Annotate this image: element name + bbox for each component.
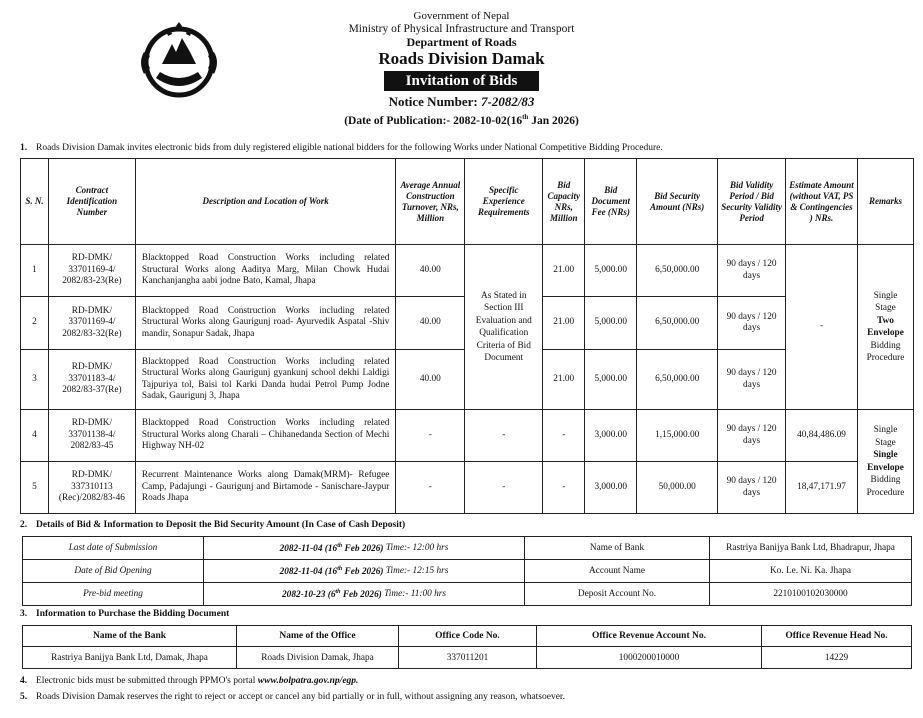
row-contract-id: RD-DMK/ 33701169-4/ 2082/83-32(Re) bbox=[48, 297, 135, 350]
purchase-revenue-head: 14229 bbox=[762, 647, 912, 669]
government-name: Government of Nepal bbox=[413, 10, 510, 22]
row-validity: 90 days / 120 days bbox=[718, 245, 786, 297]
col-security: Bid Security Amount (NRs) bbox=[637, 159, 718, 245]
row-sn: 1 bbox=[21, 245, 49, 297]
purchase-table bbox=[22, 625, 912, 669]
col-office: Name of the Office bbox=[237, 626, 399, 647]
row-doc-fee: 3,000.00 bbox=[585, 410, 637, 462]
section-3-title: 3. Information to Purchase the Bidding Document bbox=[20, 609, 230, 619]
notice-number: Notice Number: 7-2082/83 bbox=[388, 94, 535, 109]
col-remarks: Remarks bbox=[857, 159, 913, 245]
row-security: 6,50,000.00 bbox=[637, 245, 718, 297]
section-4-portal: 4. Electronic bids must be submitted through PPMO's portal www.bolpatra.gov.np/egp. bbox=[20, 676, 359, 686]
table-row bbox=[21, 245, 914, 297]
detail-label: Last date of Submission bbox=[23, 537, 204, 560]
bank-key: Account Name bbox=[525, 560, 710, 583]
section-1-intro: 1. Roads Division Damak invites electronic bids from duly registered eligible national bidders for the following Works under National Competitive Bidding Procedure. bbox=[20, 143, 663, 153]
row-validity: 90 days / 120 days bbox=[718, 350, 786, 410]
row-turnover: - bbox=[396, 410, 465, 462]
row-bid-capacity: - bbox=[543, 462, 585, 514]
table-row bbox=[23, 537, 912, 560]
col-sn: S. N. bbox=[21, 159, 49, 245]
remarks-single-envelope: Single Stage Single Envelope Bidding Procedure bbox=[857, 410, 913, 514]
bank-value: Ko. Le. Ni. Ka. Jhapa bbox=[710, 560, 912, 583]
purchase-table-header bbox=[23, 626, 912, 647]
purchase-office: Roads Division Damak, Jhapa bbox=[237, 647, 399, 669]
row-bid-capacity: 21.00 bbox=[543, 297, 585, 350]
bank-value: 2210100102030000 bbox=[710, 583, 912, 606]
purchase-revenue-account: 1000200010000 bbox=[537, 647, 762, 669]
row-turnover: 40.00 bbox=[396, 245, 465, 297]
row-contract-id: RD-DMK/ 33701183-4/ 2082/83-37(Re) bbox=[48, 350, 135, 410]
col-code: Office Code No. bbox=[399, 626, 537, 647]
portal-link[interactable]: www.bolpatra.gov.np/egp. bbox=[257, 676, 359, 686]
row-security: 50,000.00 bbox=[637, 462, 718, 514]
col-contract-id: Contract Identification Number bbox=[48, 159, 135, 245]
row-doc-fee: 5,000.00 bbox=[585, 350, 637, 410]
row-sn: 5 bbox=[21, 462, 49, 514]
row-doc-fee: 5,000.00 bbox=[585, 297, 637, 350]
row-bid-capacity: 21.00 bbox=[543, 245, 585, 297]
works-table-header bbox=[21, 159, 914, 245]
col-description: Description and Location of Work bbox=[135, 159, 395, 245]
table-row bbox=[23, 583, 912, 606]
row-sn: 3 bbox=[21, 350, 49, 410]
bank-key: Deposit Account No. bbox=[525, 583, 710, 606]
col-revenue-head: Office Revenue Head No. bbox=[762, 626, 912, 647]
section-5-reservation: 5. Roads Division Damak reserves the right to reject or accept or cancel any bid partially or in full, without assigning any reason, whatsoever. bbox=[20, 692, 565, 702]
row-description: Blacktopped Road Construction Works including related Structural Works along Gaurigunj road- Ayurvedik Aspatal -Shiv mandir, Sonapur Sadak, Jhapa bbox=[135, 297, 395, 350]
row-bid-capacity: 21.00 bbox=[543, 350, 585, 410]
row-security: 6,50,000.00 bbox=[637, 350, 718, 410]
row-contract-id: RD-DMK/ 33701138-4/ 2082/83-45 bbox=[48, 410, 135, 462]
row-validity: 90 days / 120 days bbox=[718, 297, 786, 350]
row-estimate: 40,84,486.09 bbox=[786, 410, 858, 462]
row-doc-fee: 3,000.00 bbox=[585, 462, 637, 514]
table-row bbox=[23, 560, 912, 583]
detail-label: Pre-bid meeting bbox=[23, 583, 204, 606]
remarks-two-envelope: Single Stage Two Envelope Bidding Procedure bbox=[857, 245, 913, 410]
publication-date: (Date of Publication:- 2082-10-02(16th Jan 2026) bbox=[344, 113, 579, 127]
invitation-banner: Invitation of Bids bbox=[384, 71, 540, 91]
table-row bbox=[23, 647, 912, 669]
row-turnover: - bbox=[396, 462, 465, 514]
row-contract-id: RD-DMK/ 33701169-4/ 2082/83-23(Re) bbox=[48, 245, 135, 297]
row-security: 6,50,000.00 bbox=[637, 297, 718, 350]
row-description: Blacktopped Road Construction Works including related Structural Works along Charali – Chihanedanda Section of Mechi Highway NH-02 bbox=[135, 410, 395, 462]
row-experience: - bbox=[465, 462, 543, 514]
bank-key: Name of Bank bbox=[525, 537, 710, 560]
col-experience: Specific Experience Requirements bbox=[465, 159, 543, 245]
bid-details-table bbox=[22, 536, 912, 606]
department-name: Department of Roads bbox=[406, 35, 517, 49]
notice-header bbox=[0, 10, 923, 129]
row-estimate: 18,47,171.97 bbox=[786, 462, 858, 514]
row-turnover: 40.00 bbox=[396, 350, 465, 410]
col-doc-fee: Bid Document Fee (NRs) bbox=[585, 159, 637, 245]
col-estimate: Estimate Amount (without VAT, PS & Contingencies ) NRs. bbox=[786, 159, 858, 245]
row-turnover: 40.00 bbox=[396, 297, 465, 350]
row-sn: 4 bbox=[21, 410, 49, 462]
row-bid-capacity: - bbox=[543, 410, 585, 462]
row-sn: 2 bbox=[21, 297, 49, 350]
division-title: Roads Division Damak bbox=[378, 49, 545, 68]
purchase-bank: Rastriya Banijya Bank Ltd, Damak, Jhapa bbox=[23, 647, 237, 669]
row-contract-id: RD-DMK/ 337310113 (Rec)/2082/83-46 bbox=[48, 462, 135, 514]
detail-label: Date of Bid Opening bbox=[23, 560, 204, 583]
row-validity: 90 days / 120 days bbox=[718, 410, 786, 462]
row-validity: 90 days / 120 days bbox=[718, 462, 786, 514]
merged-experience: As Stated in Section III Evaluation and Qualification Criteria of Bid Document bbox=[465, 245, 543, 410]
row-security: 1,15,000.00 bbox=[637, 410, 718, 462]
col-bank: Name of the Bank bbox=[23, 626, 237, 647]
table-row bbox=[21, 462, 914, 514]
bank-value: Rastriya Banijya Bank Ltd, Bhadrapur, Jhapa bbox=[710, 537, 912, 560]
merged-estimate: - bbox=[786, 245, 858, 410]
section-2-title: 2. Details of Bid & Information to Deposit the Bid Security Amount (In Case of Cash Deposit) bbox=[20, 520, 406, 530]
table-row bbox=[21, 410, 914, 462]
detail-datetime: 2082-11-04 (16th Feb 2026) Time:- 12:00 hrs bbox=[204, 537, 525, 560]
col-turnover: Average Annual Construction Turnover, NRs, Million bbox=[396, 159, 465, 245]
detail-datetime: 2082-10-23 (6th Feb 2026) Time:- 11:00 hrs bbox=[204, 583, 525, 606]
row-description: Blacktopped Road Construction Works including related Structural Works along Gaurigunj gyankunj school dekhi Laldigi Tajpuriya tol, Baisi tol Karki Danda hudai Petrol Pump Jodne Sadak, Gaurigunj 3, Jhapa bbox=[135, 350, 395, 410]
col-validity: Bid Validity Period / Bid Security Validity Period bbox=[718, 159, 786, 245]
col-bid-capacity: Bid Capacity NRs, Million bbox=[543, 159, 585, 245]
works-table bbox=[20, 158, 914, 514]
row-experience: - bbox=[465, 410, 543, 462]
detail-datetime: 2082-11-04 (16th Feb 2026) Time:- 12:15 hrs bbox=[204, 560, 525, 583]
row-description: Recurrent Maintenance Works along Damak(MRM)- Refugee Camp, Padajungi - Gaurigunj and Birtamode - Sanischare-Jaypur Roads Jhapa bbox=[135, 462, 395, 514]
row-description: Blacktopped Road Construction Works including related Structural Works along Aaditya Marg, Milan Chowk Hudai Kanchanjangha aabi jodne Bato, Kamal, Jhapa bbox=[135, 245, 395, 297]
col-revenue-account: Office Revenue Account No. bbox=[537, 626, 762, 647]
purchase-code: 337011201 bbox=[399, 647, 537, 669]
row-doc-fee: 5,000.00 bbox=[585, 245, 637, 297]
ministry-name: Ministry of Physical Infrastructure and Transport bbox=[348, 23, 575, 35]
